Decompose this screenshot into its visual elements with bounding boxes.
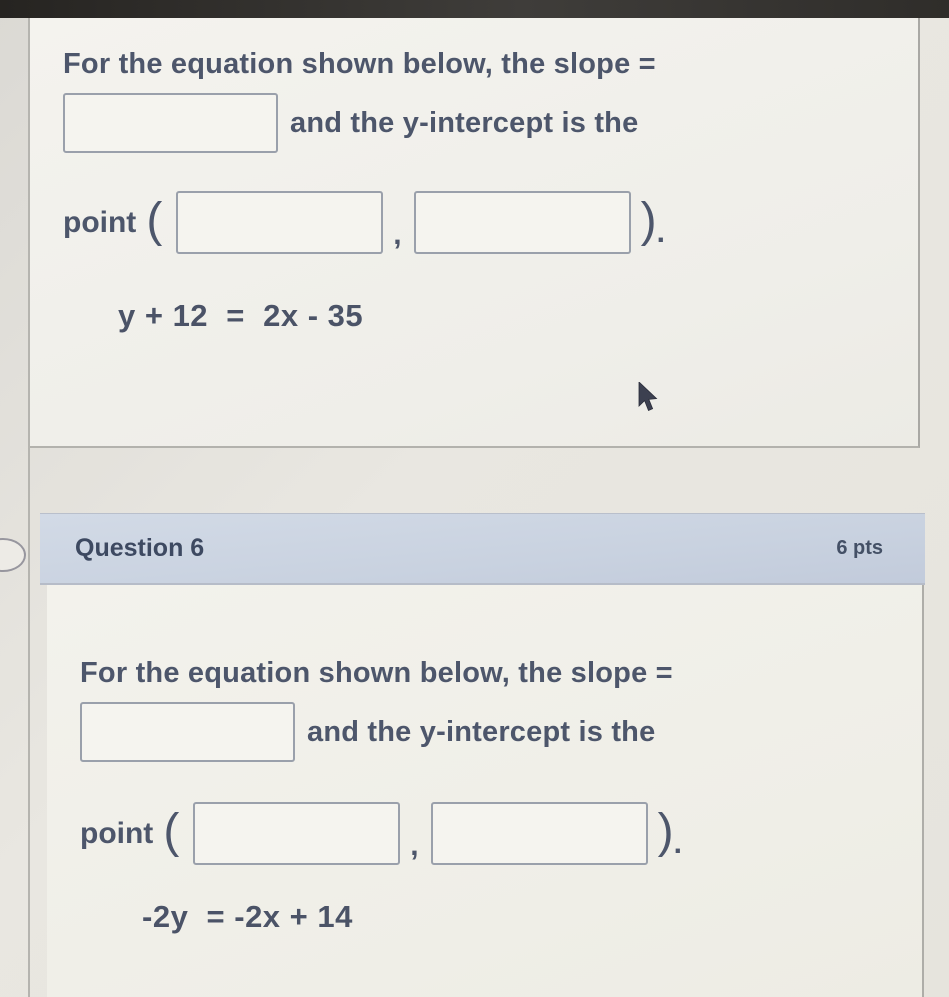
mouse-cursor-icon [637, 382, 661, 416]
question6-slope-row [80, 702, 882, 762]
question5-equation: y + 12 = 2x - 35 [118, 298, 364, 333]
question6-point-label: point [80, 816, 154, 850]
question6-title: Question 6 [75, 534, 205, 562]
comma-separator: , [393, 218, 402, 251]
question6-points-badge: 6 pts [836, 537, 883, 559]
question5-point-y-input[interactable] [414, 191, 631, 254]
question5-card [30, 18, 920, 448]
question5-point-row [63, 191, 878, 254]
question5-prompt-line2: and the y-intercept is the [290, 106, 639, 139]
open-paren: ( [163, 804, 180, 858]
close-paren: ) [657, 804, 674, 858]
screen-top-edge [0, 0, 949, 18]
question6-card [47, 585, 924, 997]
question6-prompt-line2: and the y-intercept is the [307, 715, 656, 748]
question6-prompt-line1: For the equation shown below, the slope = [80, 657, 673, 689]
comma-separator: , [410, 829, 419, 862]
question6-point-y-input[interactable] [431, 802, 648, 865]
question5-slope-input[interactable] [63, 93, 278, 153]
question5-point-x-input[interactable] [176, 191, 383, 254]
question6-header [40, 513, 925, 585]
question-flag-marker[interactable] [0, 538, 26, 572]
question5-prompt-line1: For the equation shown below, the slope = [63, 48, 656, 80]
question6-point-row [80, 802, 882, 865]
sentence-period: . [673, 827, 682, 860]
question5-slope-row [63, 93, 878, 153]
question6-point-x-input[interactable] [193, 802, 400, 865]
close-paren: ) [640, 193, 657, 247]
question6-equation: -2y = -2x + 14 [142, 899, 353, 934]
open-paren: ( [146, 193, 163, 247]
sentence-period: . [656, 216, 665, 249]
question6-slope-input[interactable] [80, 702, 295, 762]
question5-point-label: point [63, 205, 137, 239]
